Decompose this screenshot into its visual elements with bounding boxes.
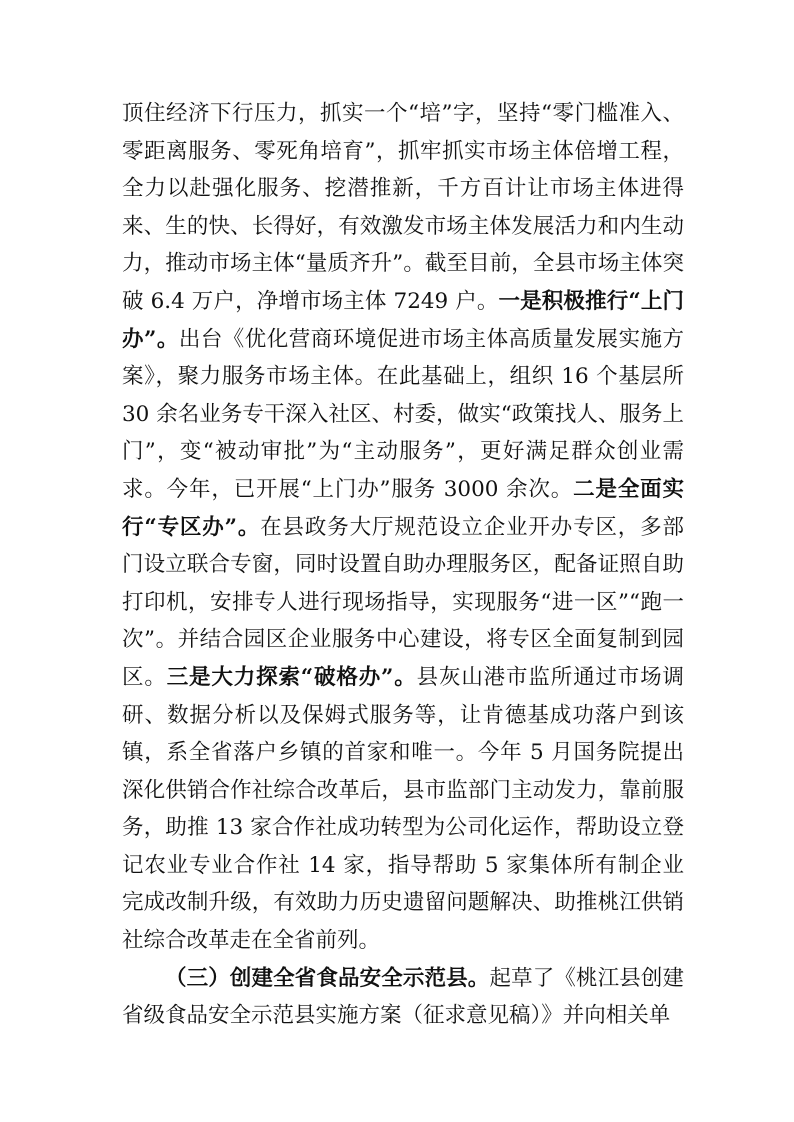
bold-heading-door-service: 一是积极推行“上门办”。 [122, 288, 684, 352]
bold-heading-exceptional-service: 三是大力探索“破格办”。 [166, 664, 417, 690]
paragraph-market-entities [122, 95, 684, 960]
paragraph-text: 出台《优化营商环境促进市场主体高质量发展实施方案》，聚力服务市场主体。在此基础上，组织 16 个基层所 30 余名业务专干深入社区、村委，做实“政策找人、服务上门”，变“被动审批”为“主动服务”，更好满足群众创业需求。今年，已开展“上门办”服务 3000 余次。 [122, 326, 684, 502]
bold-heading-zone-service: 二是全面实行“专区办”。 [122, 476, 684, 540]
document-page [122, 95, 684, 1035]
paragraph-text: 在县政务大厅规范设立企业开办专区，多部门设立联合专窗，同时设置自助办理服务区，配备证照自助打印机，安排专人进行现场指导，实现服务“进一区”“跑一次”。并结合园区企业服务中心建设，将专区全面复制到园区。 [122, 514, 684, 690]
section-heading-food-safety: （三）创建全省食品安全示范县。 [165, 965, 490, 991]
paragraph-food-safety [122, 960, 684, 1035]
paragraph-text: 县灰山港市监所通过市场调研、数据分析以及保姆式服务等，让肯德基成功落户到该镇，系全省落户乡镇的首家和唯一。今年 5 月国务院提出深化供销合作社综合改革后，县市监部门主动发力，靠前服务，助推 13 家合作社成功转型为公司化运作，帮助设立登记农业专业合作社 14 家，指导帮助 5 家集体所有制企业完成改制升级，有效助力历史遗留问题解决、助推桃江供销社综合改革走在全省前列。 [122, 664, 684, 954]
paragraph-text: 起草了《桃江县创建省级食品安全示范县实施方案（征求意见稿）》并向相关单 [122, 965, 684, 1029]
paragraph-text: 顶住经济下行压力，抓实一个“培”字，坚持“零门槛准入、零距离服务、零死角培育”，抓牢抓实市场主体倍增工程，全力以赴强化服务、挖潜推新，千方百计让市场主体进得来、生的快、长得好，有效激发市场主体发展活力和内生动力，推动市场主体“量质齐升”。截至目前，全县市场主体突破 6.4 万户，净增市场主体 7249 户。 [122, 101, 684, 314]
